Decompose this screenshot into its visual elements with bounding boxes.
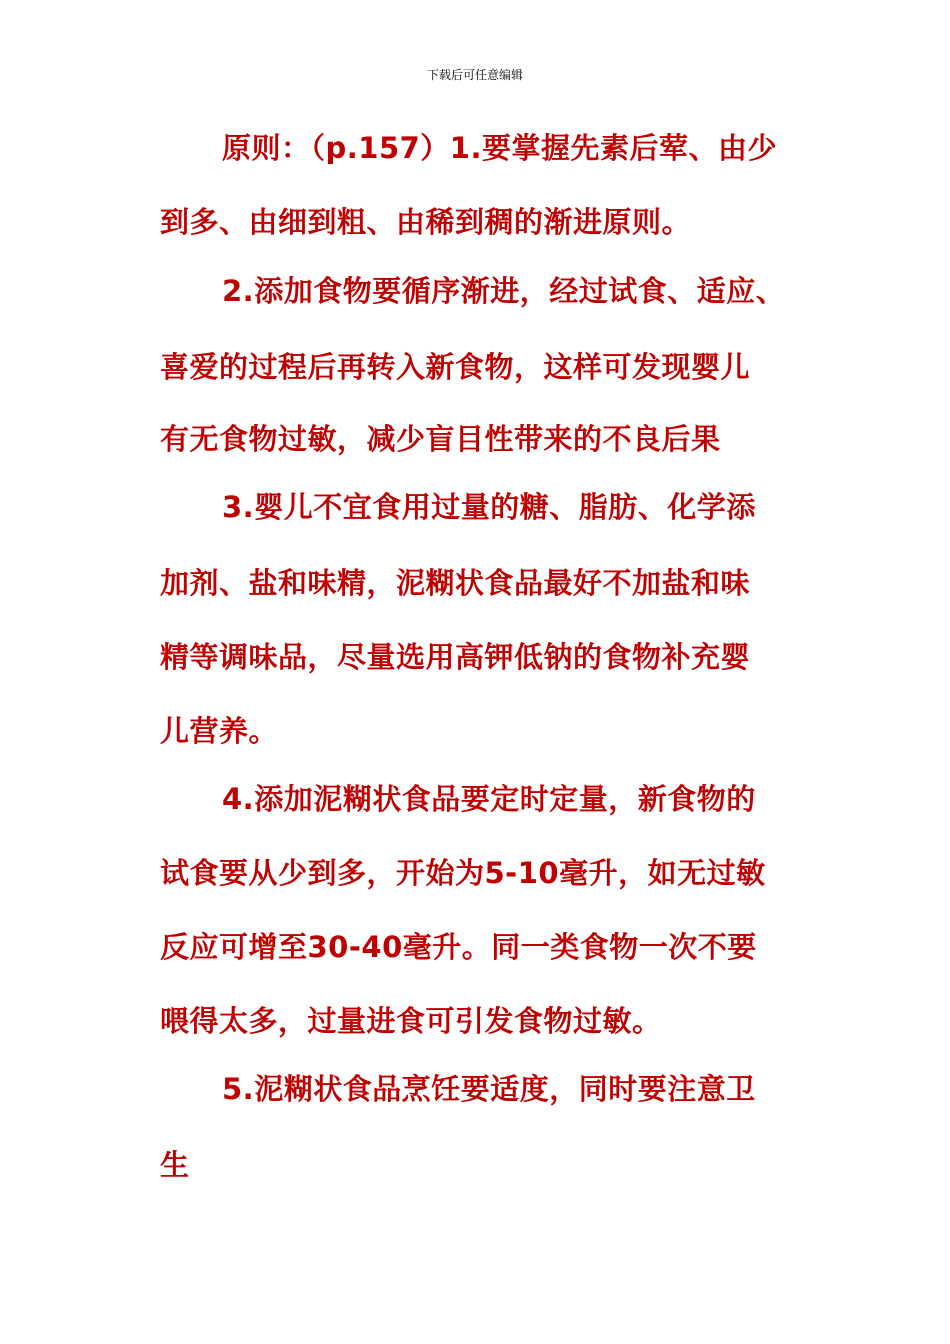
text-line-11: 试食要从少到多，开始为5-10毫升，如无过敏 [160, 856, 766, 890]
text-line-1: 原则：（p.157）1.要掌握先素后荤、由少 [222, 131, 778, 165]
text-line-4: 喜爱的过程后再转入新食物，这样可发现婴儿 [160, 350, 751, 384]
text-line-2: 到多、由细到粗、由稀到稠的渐进原则。 [160, 205, 692, 239]
text-line-7: 加剂、盐和味精，泥糊状食品最好不加盐和味 [160, 566, 751, 600]
page-header-note: 下载后可任意编辑 [426, 68, 523, 82]
text-line-3: 2.添加食物要循序渐进，经过试食、适应、 [222, 274, 786, 308]
text-line-10: 4.添加泥糊状食品要定时定量，新食物的 [222, 782, 756, 816]
text-line-13: 喂得太多，过量进食可引发食物过敏。 [160, 1004, 662, 1038]
text-line-12: 反应可增至30-40毫升。同一类食物一次不要 [160, 930, 757, 964]
text-line-15: 生 [160, 1148, 190, 1182]
text-line-5: 有无食物过敏，减少盲目性带来的不良后果 [160, 422, 721, 456]
text-line-8: 精等调味品，尽量选用高钾低钠的食物补充婴 [160, 640, 751, 674]
text-line-9: 儿营养。 [160, 714, 279, 748]
text-line-6: 3.婴儿不宜食用过量的糖、脂肪、化学添 [222, 490, 756, 524]
text-line-14: 5.泥糊状食品烹饪要适度，同时要注意卫 [222, 1072, 756, 1106]
